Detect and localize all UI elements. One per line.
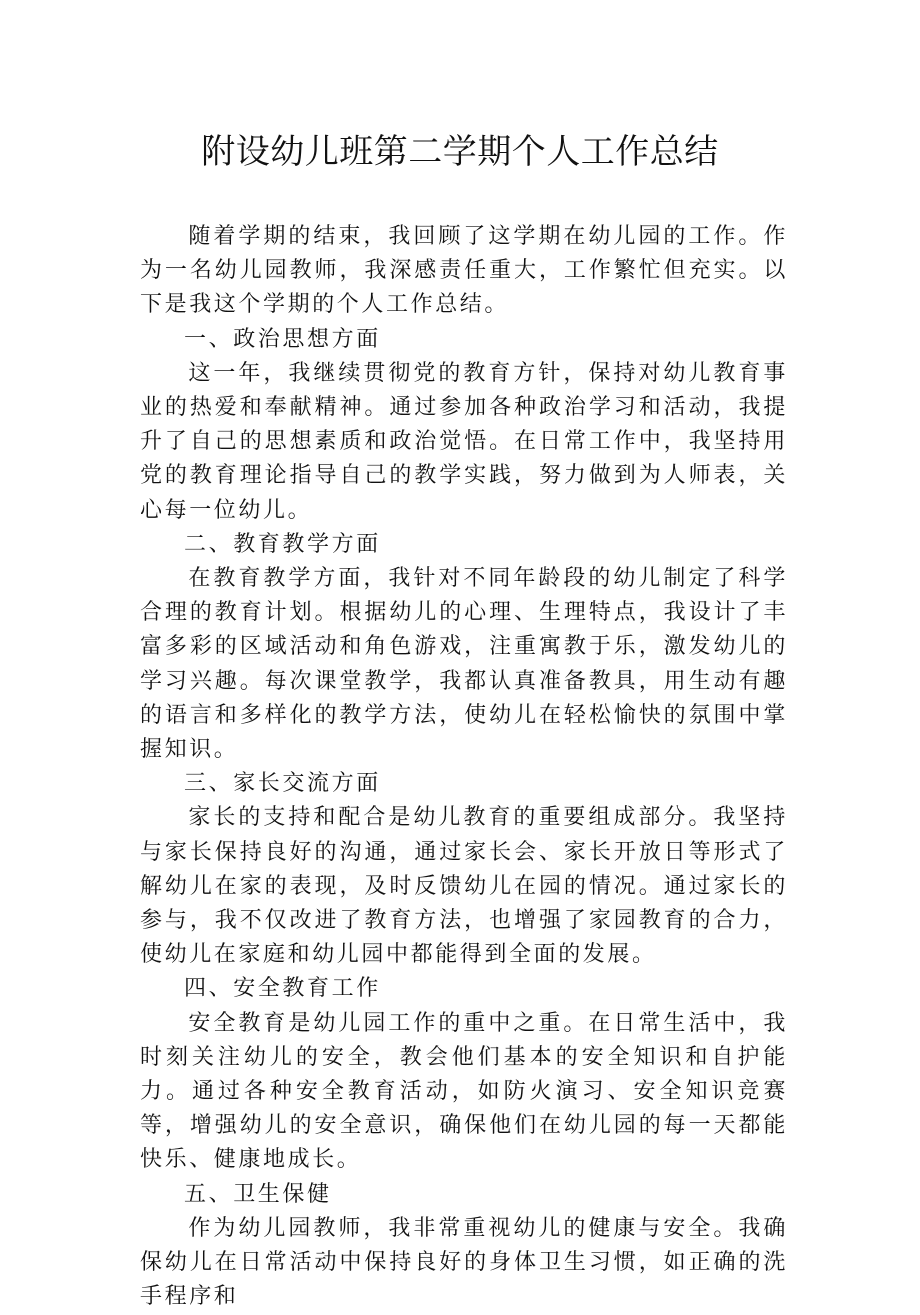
section-heading-parents: 三、家长交流方面 (184, 771, 381, 797)
document-title: 附设幼儿班第二学期个人工作总结 (201, 132, 719, 172)
intro-paragraph: 随着学期的结束，我回顾了这学期在幼儿园的工作。作为一名幼儿园教师，我深感责任重大，工作繁忙但充实。以下是我这个学期的个人工作总结。 (140, 224, 788, 318)
section-paragraph-parents: 家长的支持和配合是幼儿教育的重要组成部分。我坚持与家长保持良好的沟通，通过家长会、家长开放日等形式了解幼儿在家的表现，及时反馈幼儿在园的情况。通过家长的参与，我不仅改进了教育方法，也增强了家园教育的合力，使幼儿在家庭和幼儿园中都能得到全面的发展。 (140, 805, 788, 968)
section-heading-politics: 一、政治思想方面 (184, 326, 381, 352)
section-heading-teaching: 二、教育教学方面 (184, 531, 381, 557)
section-paragraph-teaching: 在教育教学方面，我针对不同年龄段的幼儿制定了科学合理的教育计划。根据幼儿的心理、生理特点，我设计了丰富多彩的区域活动和角色游戏，注重寓教于乐，激发幼儿的学习兴趣。每次课堂教学，我都认真准备教具，用生动有趣的语言和多样化的教学方法，使幼儿在轻松愉快的氛围中掌握知识。 (140, 566, 788, 763)
section-heading-safety: 四、安全教育工作 (184, 976, 381, 1002)
section-paragraph-safety: 安全教育是幼儿园工作的重中之重。在日常生活中，我时刻关注幼儿的安全，教会他们基本的安全知识和自护能力。通过各种安全教育活动，如防火演习、安全知识竞赛等，增强幼儿的安全意识，确保他们在幼儿园的每一天都能快乐、健康地成长。 (140, 1010, 788, 1173)
section-paragraph-politics: 这一年，我继续贯彻党的教育方针，保持对幼儿教育事业的热爱和奉献精神。通过参加各种政治学习和活动，我提升了自己的思想素质和政治觉悟。在日常工作中，我坚持用党的教育理论指导自己的教学实践，努力做到为人师表，关心每一位幼儿。 (140, 360, 788, 523)
section-heading-hygiene: 五、卫生保健 (184, 1181, 332, 1207)
section-paragraph-hygiene: 作为幼儿园教师，我非常重视幼儿的健康与安全。我确保幼儿在日常活动中保持良好的身体卫生习惯，如正确的洗手程序和 (140, 1215, 788, 1310)
document-body (140, 220, 788, 1315)
